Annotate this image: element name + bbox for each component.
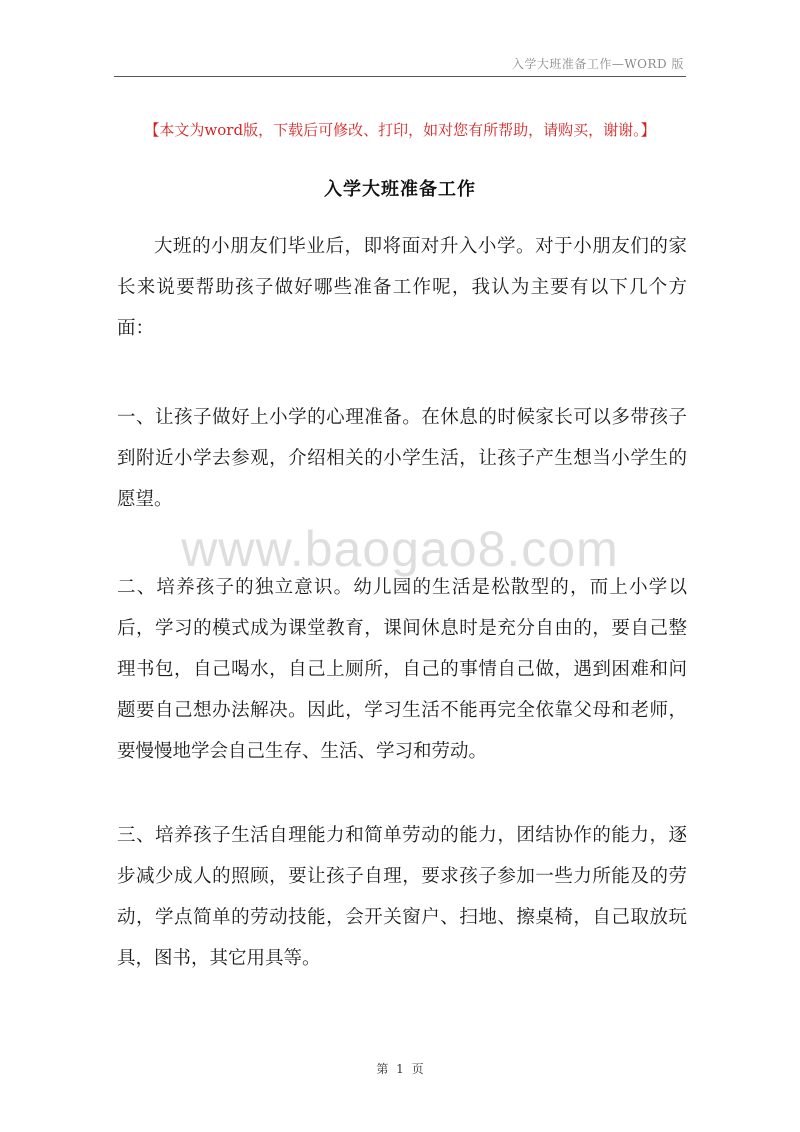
paragraph-intro: 大班的小朋友们毕业后，即将面对升入小学。对于小朋友们的家长来说要帮助孩子做好哪些准备工作呢，我认为主要有以下几个方面： <box>117 236 687 339</box>
running-header: 入学大班准备工作—WORD 版 <box>511 57 684 71</box>
paragraph-point-2: 二、培养孩子的独立意识。幼儿园的生活是松散型的，而上小学以后，学习的模式成为课堂教育，课间休息时是充分自由的，要自己整理书包，自己喝水，自己上厕所，自己的事情自己做，遇到困难和问题要自己想办法解决。因此，学习生活不能再完全依靠父母和老师，要慢慢地学会自己生存、生活、学习和劳动。 <box>117 577 687 762</box>
purchase-notice: 【本文为word版，下载后可修改、打印，如对您有所帮助，请购买，谢谢。】 <box>144 121 656 139</box>
watermark: www.baogao8.com <box>181 521 619 577</box>
paragraph-point-3: 三、培养孩子生活自理能力和简单劳动的能力，团结协作的能力，逐步减少成人的照顾，要让孩子自理，要求孩子参加一些力所能及的劳动，学点简单的劳动技能，会开关窗户、扫地、擦桌椅，自己取放玩具，图书，其它用具等。 <box>117 825 687 969</box>
paragraph-point-1: 一、让孩子做好上小学的心理准备。在休息的时候家长可以多带孩子到附近小学去参观，介绍相关的小学生活，让孩子产生想当小学生的愿望。 <box>117 407 687 510</box>
header-rule <box>114 76 686 77</box>
document-title: 入学大班准备工作 <box>324 179 476 200</box>
page-number: 第 1 页 <box>376 1062 424 1076</box>
